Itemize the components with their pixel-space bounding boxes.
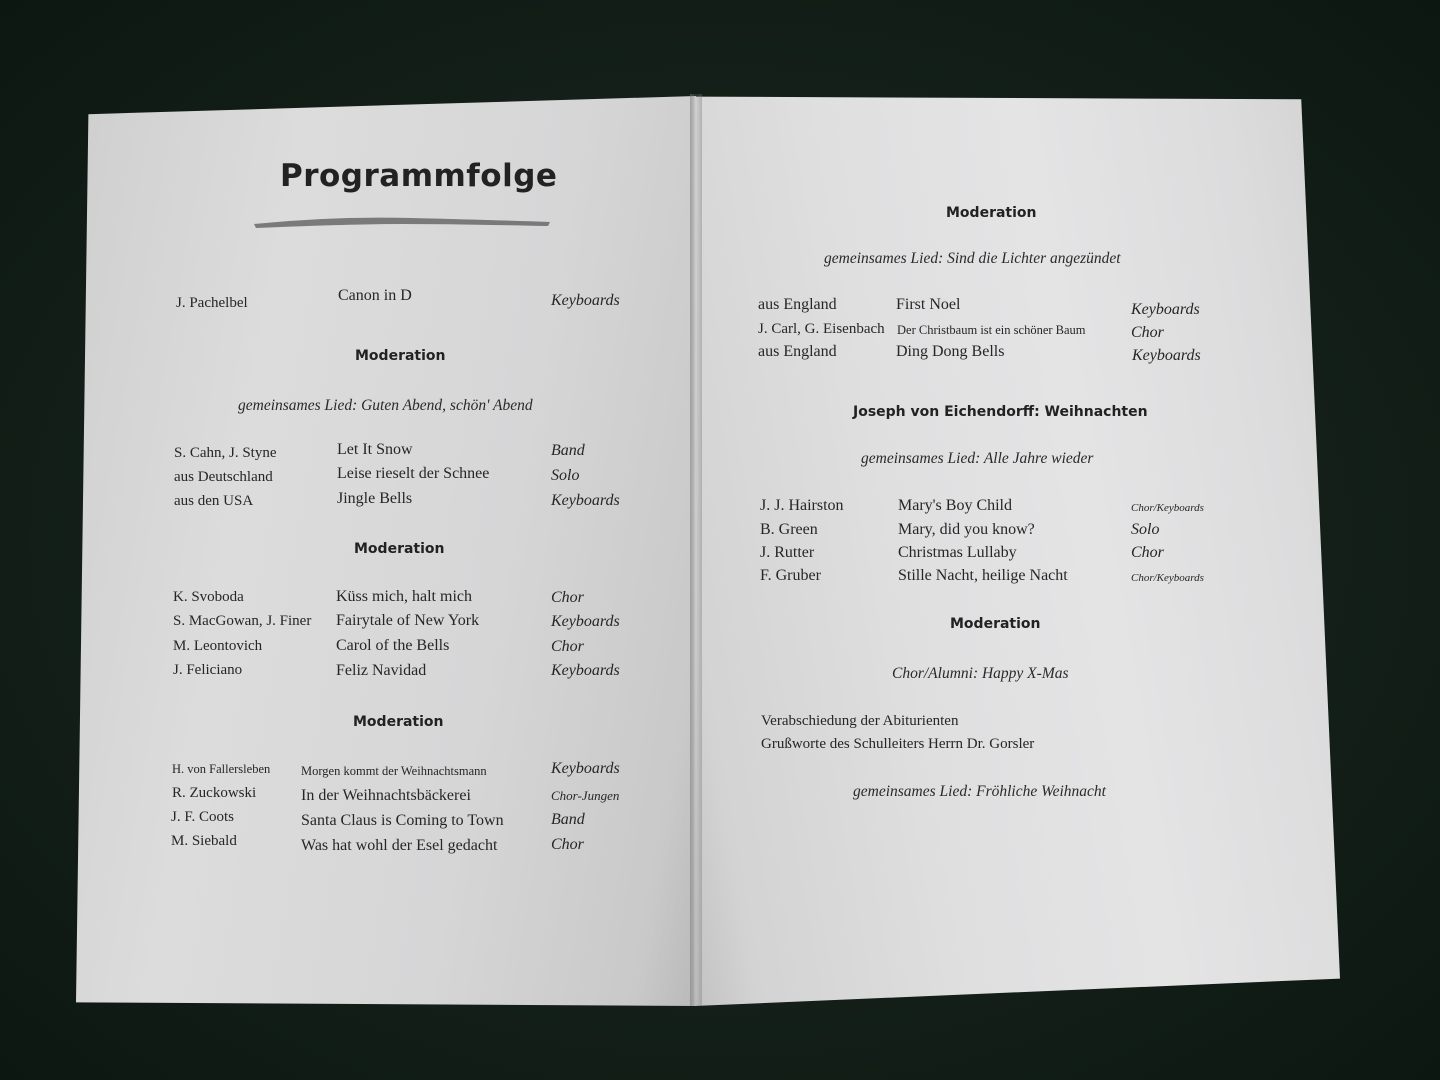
sing-along-song: gemeinsames Lied: Alle Jahre wieder: [861, 450, 1094, 467]
piece: Fairytale of New York: [336, 612, 480, 629]
piece: Mary, did you know?: [898, 521, 1035, 538]
ensemble: Chor: [1131, 324, 1164, 341]
composer: M. Leontovich: [173, 638, 263, 654]
composer: S. Cahn, J. Styne: [174, 445, 277, 461]
composer: J. F. Coots: [171, 809, 234, 825]
piece: Morgen kommt der Weihnachtsmann: [301, 764, 487, 778]
ensemble: Chor/Keyboards: [1131, 502, 1204, 514]
piece: Was hat wohl der Esel gedacht: [301, 837, 498, 854]
ensemble: Keyboards: [551, 292, 620, 309]
piece: Feliz Navidad: [336, 662, 427, 679]
sing-along-song: gemeinsames Lied: Fröhliche Weihnacht: [853, 783, 1106, 800]
ensemble: Keyboards: [1131, 301, 1200, 318]
ensemble: Chor: [1131, 544, 1164, 561]
composer: aus den USA: [174, 493, 254, 509]
composer: J. Carl, G. Eisenbach: [758, 321, 885, 337]
composer: S. MacGowan, J. Finer: [173, 613, 312, 629]
composer: J. Pachelbel: [176, 295, 248, 311]
ensemble: Keyboards: [551, 662, 620, 679]
moderation-heading: Moderation: [354, 541, 445, 557]
sing-along-song: gemeinsames Lied: Sind die Lichter angezündet: [824, 250, 1121, 267]
ensemble: Chor: [551, 589, 584, 606]
piece: Mary's Boy Child: [898, 497, 1012, 514]
piece: Santa Claus is Coming to Town: [301, 812, 504, 829]
piece: Canon in D: [338, 287, 412, 304]
composer: J. Feliciano: [173, 662, 243, 678]
composer: K. Svoboda: [173, 589, 244, 605]
composer: R. Zuckowski: [172, 785, 257, 801]
booklet-fold: [690, 94, 702, 1006]
alumni-performance: Chor/Alumni: Happy X-Mas: [892, 665, 1069, 682]
ensemble: Keyboards: [551, 760, 620, 777]
ensemble: Band: [551, 442, 585, 459]
moderation-heading: Moderation: [950, 616, 1041, 632]
farewell-line: Verabschiedung der Abiturienten: [761, 713, 959, 729]
title-brush-underline: [252, 214, 552, 230]
ensemble: Solo: [551, 467, 580, 484]
composer: aus Deutschland: [174, 469, 273, 485]
composer: M. Siebald: [171, 833, 237, 849]
piece: Let It Snow: [337, 441, 413, 458]
moderation-heading: Moderation: [355, 348, 446, 364]
piece: Küss mich, halt mich: [336, 588, 472, 605]
composer: F. Gruber: [760, 567, 821, 584]
piece: Christmas Lullaby: [898, 544, 1017, 561]
piece: Leise rieselt der Schnee: [337, 465, 490, 482]
composer: aus England: [758, 343, 837, 360]
composer: J. Rutter: [760, 544, 815, 561]
ensemble: Keyboards: [551, 492, 620, 509]
composer: aus England: [758, 296, 837, 313]
ensemble: Solo: [1131, 521, 1160, 538]
reading-heading: Joseph von Eichendorff: Weihnachten: [853, 404, 1148, 420]
piece: Stille Nacht, heilige Nacht: [898, 567, 1068, 584]
ensemble: Chor: [551, 638, 584, 655]
piece: Der Christbaum ist ein schöner Baum: [897, 323, 1086, 337]
moderation-heading: Moderation: [353, 714, 444, 730]
sing-along-song: gemeinsames Lied: Guten Abend, schön' Abend: [238, 397, 533, 414]
ensemble: Keyboards: [1132, 347, 1201, 364]
page-title: Programmfolge: [280, 158, 558, 194]
ensemble: Chor-Jungen: [551, 788, 620, 803]
composer: B. Green: [760, 521, 818, 538]
composer: J. J. Hairston: [760, 497, 844, 514]
piece: Carol of the Bells: [336, 637, 450, 654]
composer: H. von Fallersleben: [172, 762, 271, 776]
piece: Ding Dong Bells: [896, 343, 1005, 360]
greeting-line: Grußworte des Schulleiters Herrn Dr. Gorsler: [761, 736, 1035, 752]
ensemble: Chor: [551, 836, 584, 853]
piece: Jingle Bells: [337, 490, 413, 507]
piece: In der Weihnachtsbäckerei: [301, 787, 471, 804]
ensemble: Chor/Keyboards: [1131, 572, 1204, 584]
piece: First Noel: [896, 296, 961, 313]
moderation-heading: Moderation: [946, 205, 1037, 221]
ensemble: Band: [551, 811, 585, 828]
ensemble: Keyboards: [551, 613, 620, 630]
